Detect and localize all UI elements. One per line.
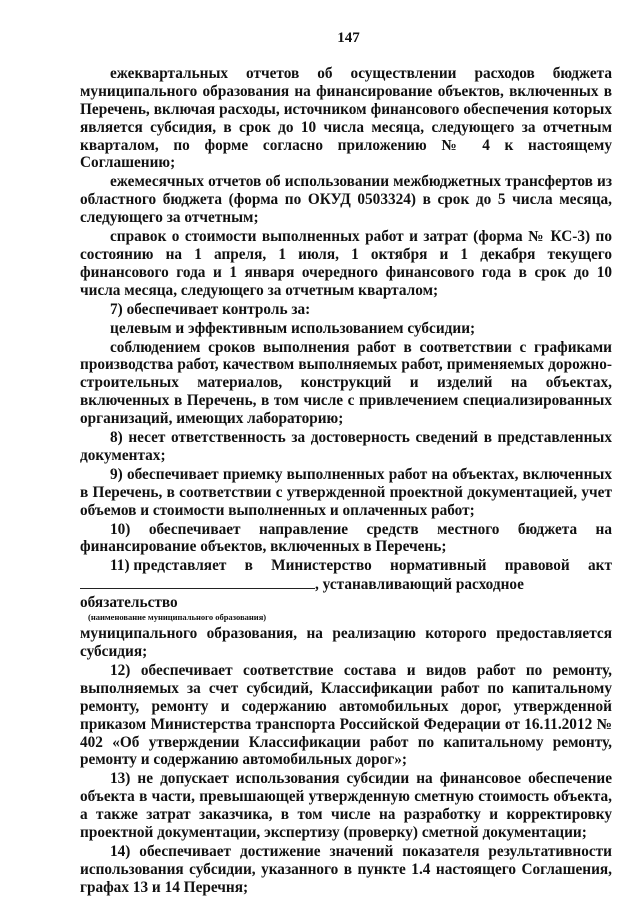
municipality-name-blank [80,575,315,589]
paragraph-targeted-use: целевым и эффективным использованием субсидии; [110,319,476,337]
paragraph-item-11-first-line [80,557,612,575]
paragraph-item-9: 9) обеспечивает приемку выполненных работ на объектах, включенных в Перечень, в соответствии с утвержденной проектной документацией, учет объемов и стоимости выполненных и оплаченных работ; [80,465,612,519]
item-11-blank-line [80,575,612,612]
item-11-after-blank: , устанавливающий расходное обязательство [80,576,524,612]
paragraph-item-8: 8) несет ответственность за достоверность сведений в представленных документах; [80,429,612,464]
item-11-word: 11) представляет [110,557,227,575]
item-11-word: в [244,557,253,575]
item-11-word: правовой [504,557,570,575]
paragraph-item-14: 14) обеспечивает достижение значений показателя результативности использования субсидии, указанного в пункте 1.4 настоящего Соглашения, графах 13 и 14 Перечня; [80,842,612,896]
municipality-name-caption: (наименование муниципального образования) [88,612,267,623]
paragraph-item-7: 7) обеспечивает контроль за: [110,300,311,318]
item-11-word: акт [587,557,612,575]
paragraph-item-13: 13) не допускает использования субсидии на финансовое обеспечение объекта в части, превышающей утвержденную сметную стоимость объекта, а также затрат заказчика, в том числе на разработку и корректировку проектной документации, экспертизу (проверку) сметной документации; [80,770,612,842]
item-11-word: Министерство [271,557,372,575]
paragraph-item-11-rest: муниципального образования, на реализацию которого предоставляется субсидия; [80,625,612,660]
paragraph-deadlines-compliance: соблюдением сроков выполнения работ в соответствии с графиками производства работ, качеством выполняемых работ, применяемых дорожно-строительных материалов, конструкций и изделий на объектах, включенных в Перечень, в том числе с привлечением специализированных организаций, имеющих лабораторию; [80,338,612,428]
paragraph-item-10: 10) обеспечивает направление средств местного бюджета на финансирование объектов, включенных в Перечень; [80,520,612,556]
paragraph-monthly-reports: ежемесячных отчетов об использовании межбюджетных трансфертов из областного бюджета (форма по ОКУД 0503324) в срок до 5 числа месяца, следующего за отчетным; [80,173,612,227]
item-11-word: нормативный [390,557,487,575]
paragraph-cost-certificates: справок о стоимости выполненных работ и затрат (форма № КС-3) по состоянию на 1 апреля, 1 июля, 1 октября и 1 декабря текущего финансового года и 1 января очередного финансового года в срок до 10 числа месяца, следующего за отчетным кварталом; [80,228,612,299]
page-number: 147 [337,30,360,46]
paragraph-quarterly-reports: ежеквартальных отчетов об осуществлении расходов бюджета муниципального образования на финансирование объектов, включенных в Перечень, включая расходы, источником финансового обеспечения которых является субсидия, в срок до 10 числа месяца, следующего за отчетным кварталом, по форме согласно приложению № 4 к настоящему Соглашению; [80,64,612,172]
paragraph-item-12: 12) обеспечивает соответствие состава и видов работ по ремонту, выполняемых за счет субсидий, Классификации работ по капитальному ремонту, ремонту и содержанию автомобильных дорог, утвержденной приказом Министерства транспорта Российской Федерации от 16.11.2012 № 402 «Об утверждении Классификации работ по капитальному ремонту, ремонту и содержанию автомобильных дорог»; [80,661,612,769]
